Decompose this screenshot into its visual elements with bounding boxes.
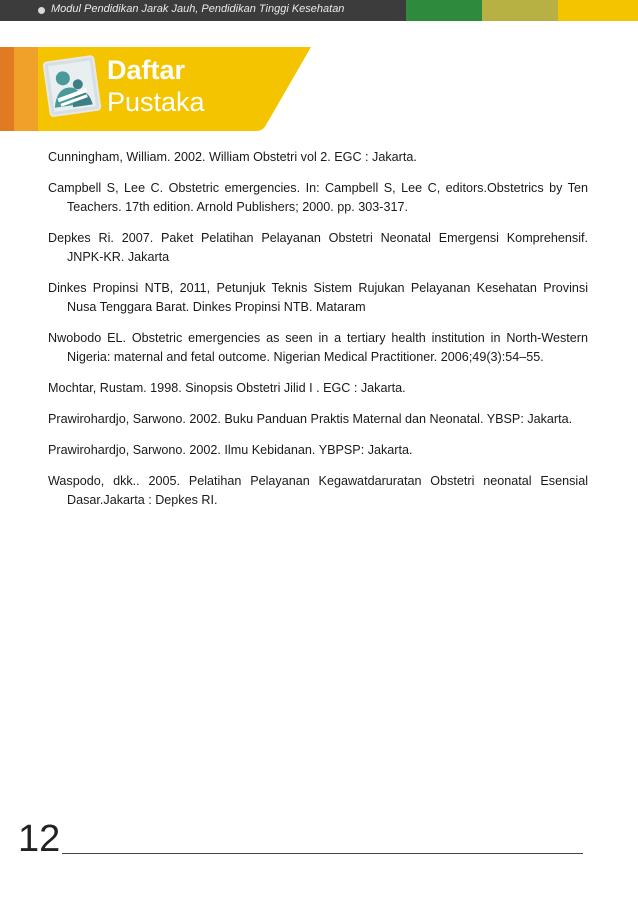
- reference-list: [48, 148, 588, 522]
- reference-item: Cunningham, William. 2002. William Obstetri vol 2. EGC : Jakarta.: [48, 150, 417, 164]
- header-yellow-segment: [558, 0, 638, 21]
- reference-item: Prawirohardjo, Sarwono. 2002. Ilmu Kebidanan. YBPSP: Jakarta.: [48, 443, 413, 457]
- reference-item: Depkes Ri. 2007. Paket Pelatihan Pelayanan Obstetri Neonatal Emergensi Komprehensif. JNPK-KR. Jakarta: [48, 231, 588, 264]
- banner-light-orange-strip: [14, 47, 38, 131]
- reading-people-icon: [42, 55, 104, 117]
- footer-rule: [62, 853, 583, 854]
- bullet-icon: [38, 7, 45, 14]
- reference-item: Mochtar, Rustam. 1998. Sinopsis Obstetri Jilid I . EGC : Jakarta.: [48, 381, 406, 395]
- header-green-segment: [406, 0, 482, 21]
- reference-item: Waspodo, dkk.. 2005. Pelatihan Pelayanan Kegawatdaruratan Obstetri neonatal Esensial Dasar.Jakarta : Depkes RI.: [48, 474, 588, 507]
- module-title: Modul Pendidikan Jarak Jauh, Pendidikan Tinggi Kesehatan: [51, 3, 345, 15]
- page-number: 12: [18, 818, 61, 860]
- header-olive-segment: [482, 0, 558, 21]
- reference-item: Dinkes Propinsi NTB, 2011, Petunjuk Teknis Sistem Rujukan Pelayanan Kesehatan Provinsi Nusa Tenggara Barat. Dinkes Propinsi NTB. Mataram: [48, 281, 588, 314]
- section-title-line1: Daftar: [107, 55, 186, 85]
- header-bar: [0, 0, 638, 21]
- banner-orange-strip: [0, 47, 14, 131]
- reference-item: Nwobodo EL. Obstetric emergencies as seen in a tertiary health institution in North-Western Nigeria: maternal and fetal outcome. Nigerian Medical Practitioner. 2006;49(3):54–55.: [48, 331, 588, 364]
- reference-item: Campbell S, Lee C. Obstetric emergencies. In: Campbell S, Lee C, editors.Obstetrics by Ten Teachers. 17th edition. Arnold Publishers; 2000. pp. 303-317.: [48, 181, 588, 214]
- section-banner: [0, 47, 320, 131]
- section-title-line2: Pustaka: [107, 87, 205, 117]
- reference-item: Prawirohardjo, Sarwono. 2002. Buku Panduan Praktis Maternal dan Neonatal. YBSP: Jakarta.: [48, 412, 573, 426]
